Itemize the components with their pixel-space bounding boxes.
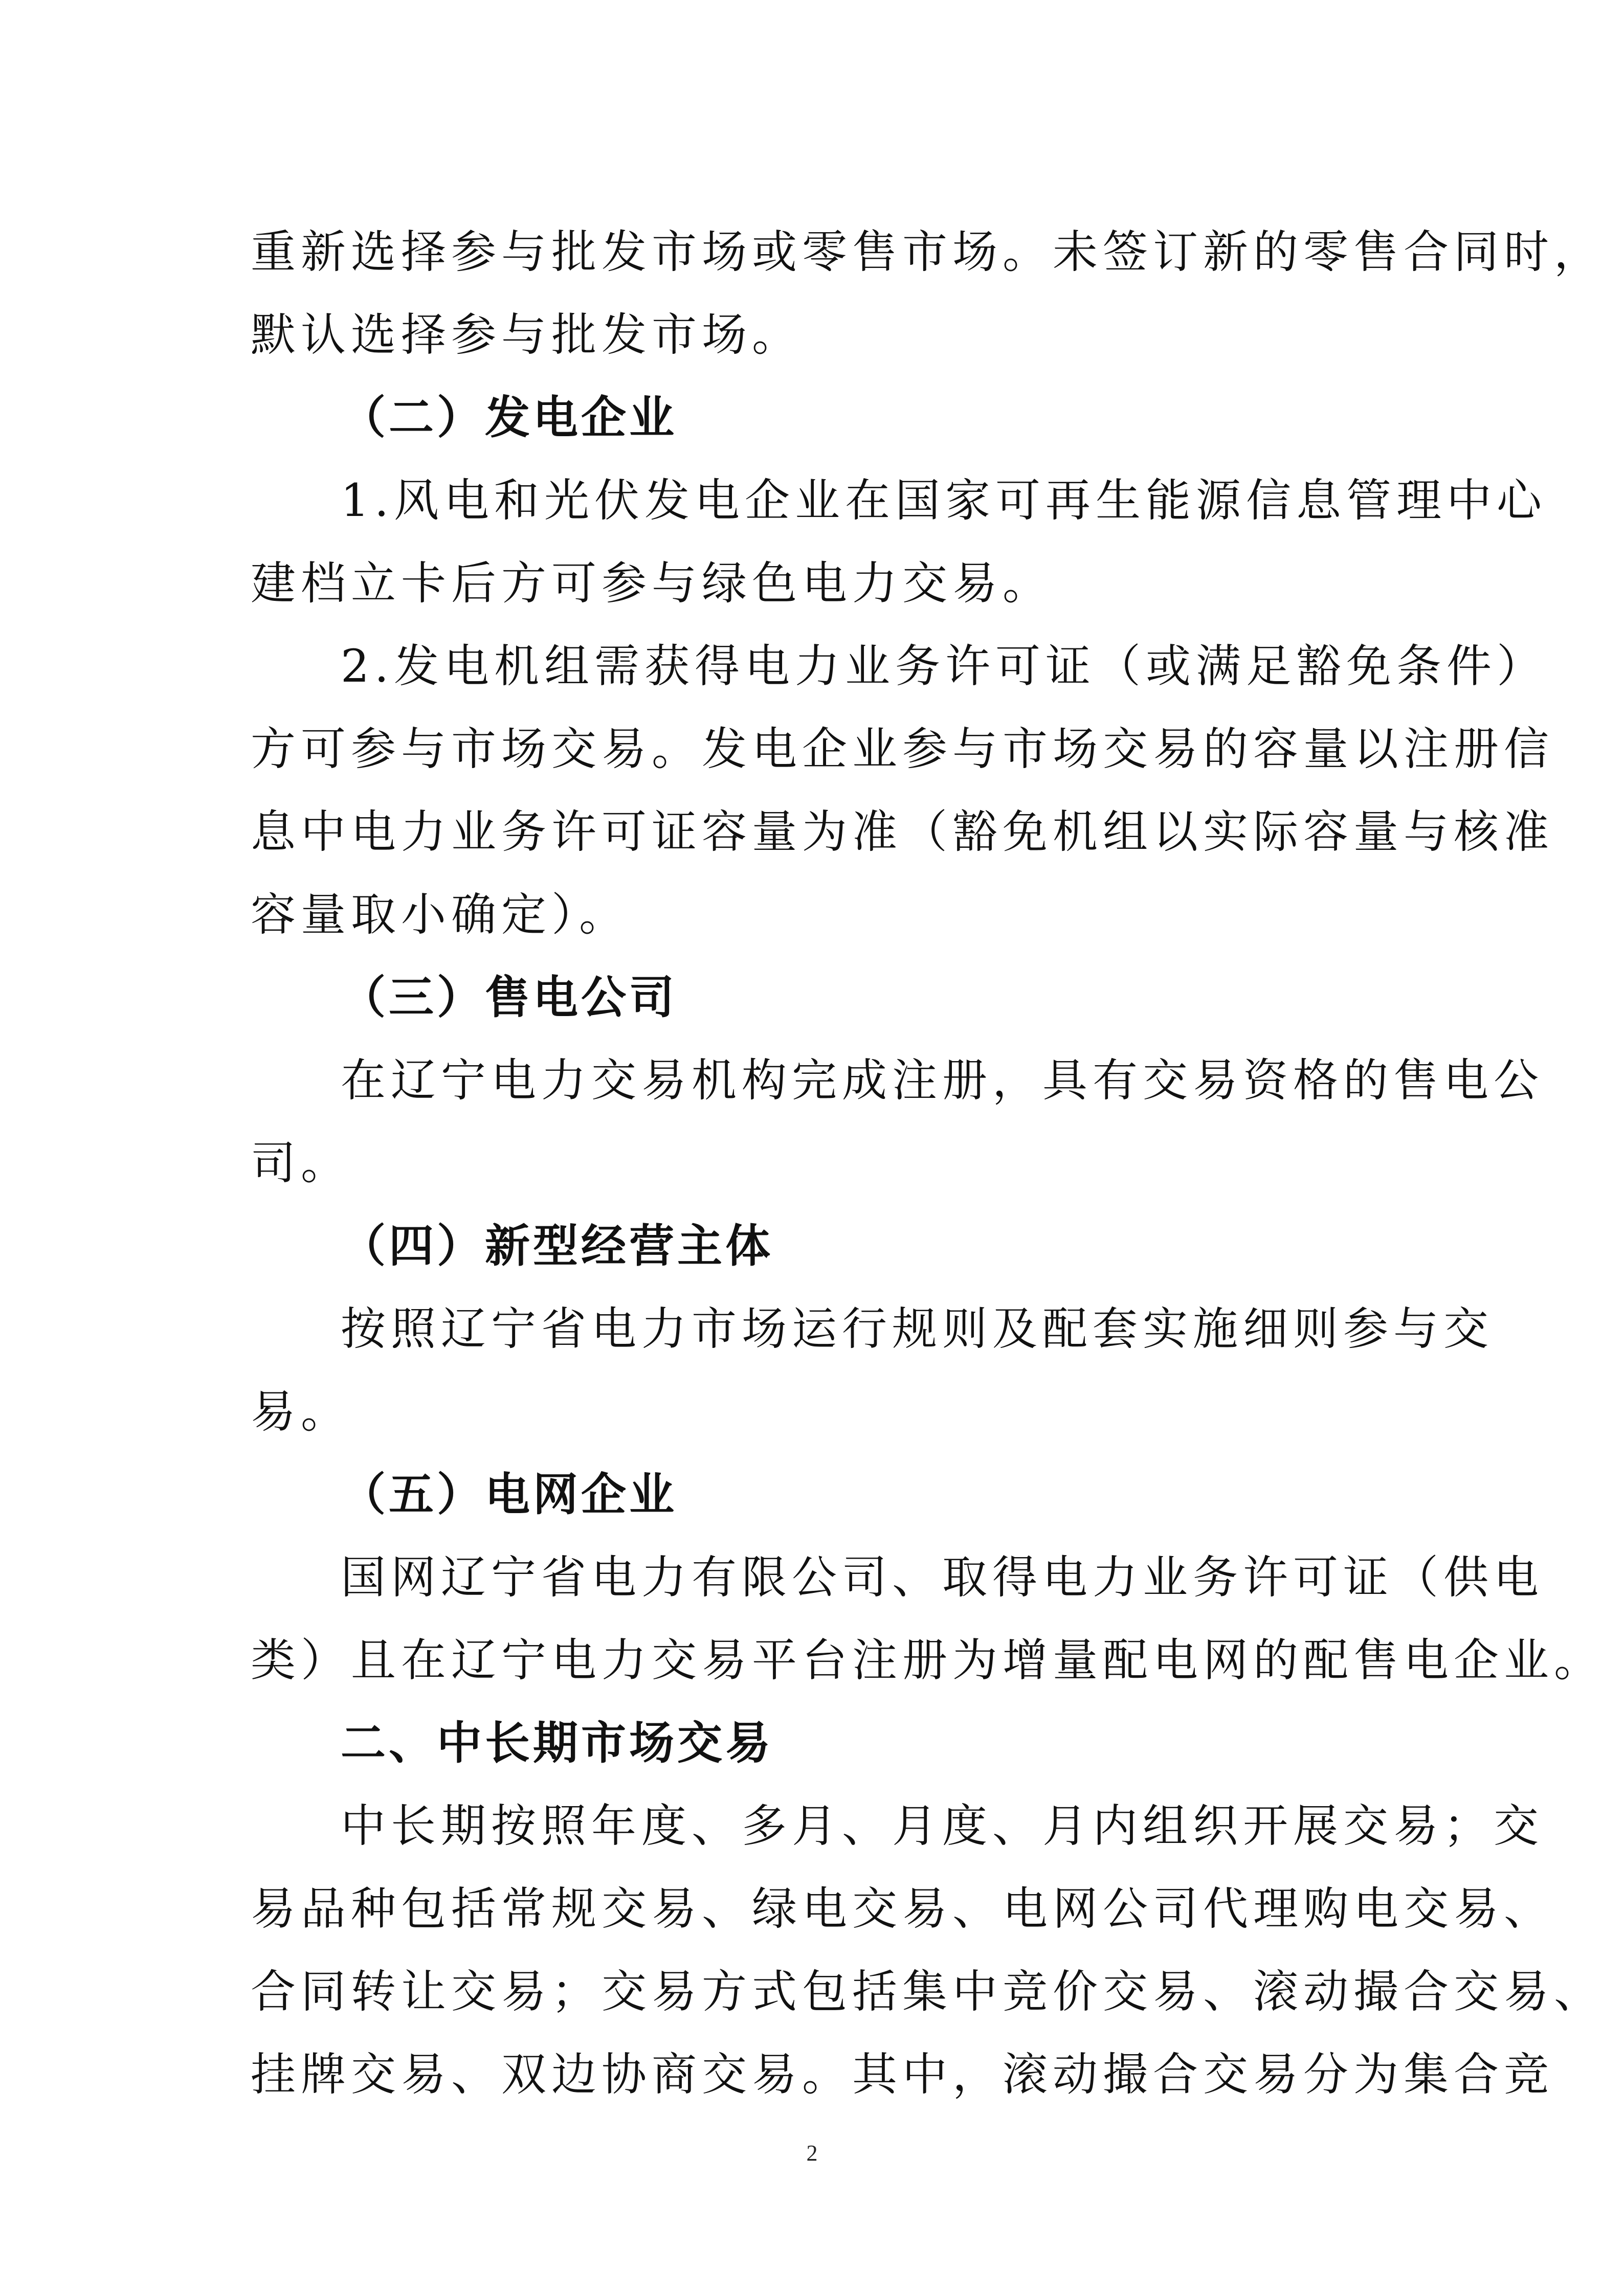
text-line: 挂牌交易、双边协商交易。其中，滚动撮合交易分为集合竞 [251, 2048, 1554, 2101]
text-line: 默认选择参与批发市场。 [251, 308, 803, 361]
text-line: 容量取小确定）。 [251, 888, 630, 941]
heading-new-entities [251, 1205, 1386, 1288]
heading-text: 二、中长期市场交易 [341, 1717, 774, 1769]
paragraph-long-term-trading [251, 1785, 1605, 2116]
heading-grid-enterprises [251, 1453, 1386, 1536]
text-line: 在辽宁电力交易机构完成注册，具有交易资格的售电公 [341, 1054, 1544, 1107]
heading-section-2 [251, 1702, 1386, 1785]
paragraph-wholesale-retail [251, 211, 1605, 376]
text-line: 重新选择参与批发市场或零售市场。未签订新的零售合同时， [251, 226, 1605, 278]
text-line: 息中电力业务许可证容量为准（豁免机组以实际容量与核准 [251, 805, 1554, 858]
text-line: 2.发电机组需获得电力业务许可证（或满足豁免条件） [341, 640, 1547, 692]
text-line: 合同转让交易；交易方式包括集中竞价交易、滚动撮合交易、 [251, 1965, 1605, 2018]
text-line: 司。 [251, 1137, 351, 1189]
body-text [251, 211, 1605, 2116]
page-number: 2 [806, 2141, 818, 2166]
heading-text: （三）售电公司 [341, 971, 678, 1024]
paragraph-grid-enterprises [251, 1536, 1605, 1702]
text-line: 国网辽宁省电力有限公司、取得电力业务许可证（供电 [341, 1551, 1544, 1604]
paragraph-wind-solar [251, 459, 1547, 625]
heading-generation-enterprises [251, 376, 1386, 459]
text-line: 类）且在辽宁电力交易平台注册为增量配电网的配售电企业。 [251, 1634, 1605, 1686]
heading-text: （四）新型经营主体 [341, 1220, 774, 1272]
paragraph-license [251, 625, 1554, 956]
text-line: 建档立卡后方可参与绿色电力交易。 [251, 557, 1053, 610]
text-line: 方可参与市场交易。发电企业参与市场交易的容量以注册信 [251, 723, 1554, 775]
heading-retail-companies [251, 956, 1386, 1039]
paragraph-new-entities [251, 1288, 1494, 1453]
text-line: 中长期按照年度、多月、月度、月内组织开展交易；交 [341, 1799, 1544, 1852]
heading-text: （二）发电企业 [341, 391, 678, 444]
text-line: 按照辽宁省电力市场运行规则及配套实施细则参与交 [341, 1302, 1494, 1355]
heading-text: （五）电网企业 [341, 1468, 678, 1521]
paragraph-retail-registration [251, 1039, 1544, 1205]
text-line: 易品种包括常规交易、绿电交易、电网公司代理购电交易、 [251, 1882, 1554, 1935]
text-line: 1.风电和光伏发电企业在国家可再生能源信息管理中心 [341, 474, 1547, 527]
text-line: 易。 [251, 1385, 351, 1438]
